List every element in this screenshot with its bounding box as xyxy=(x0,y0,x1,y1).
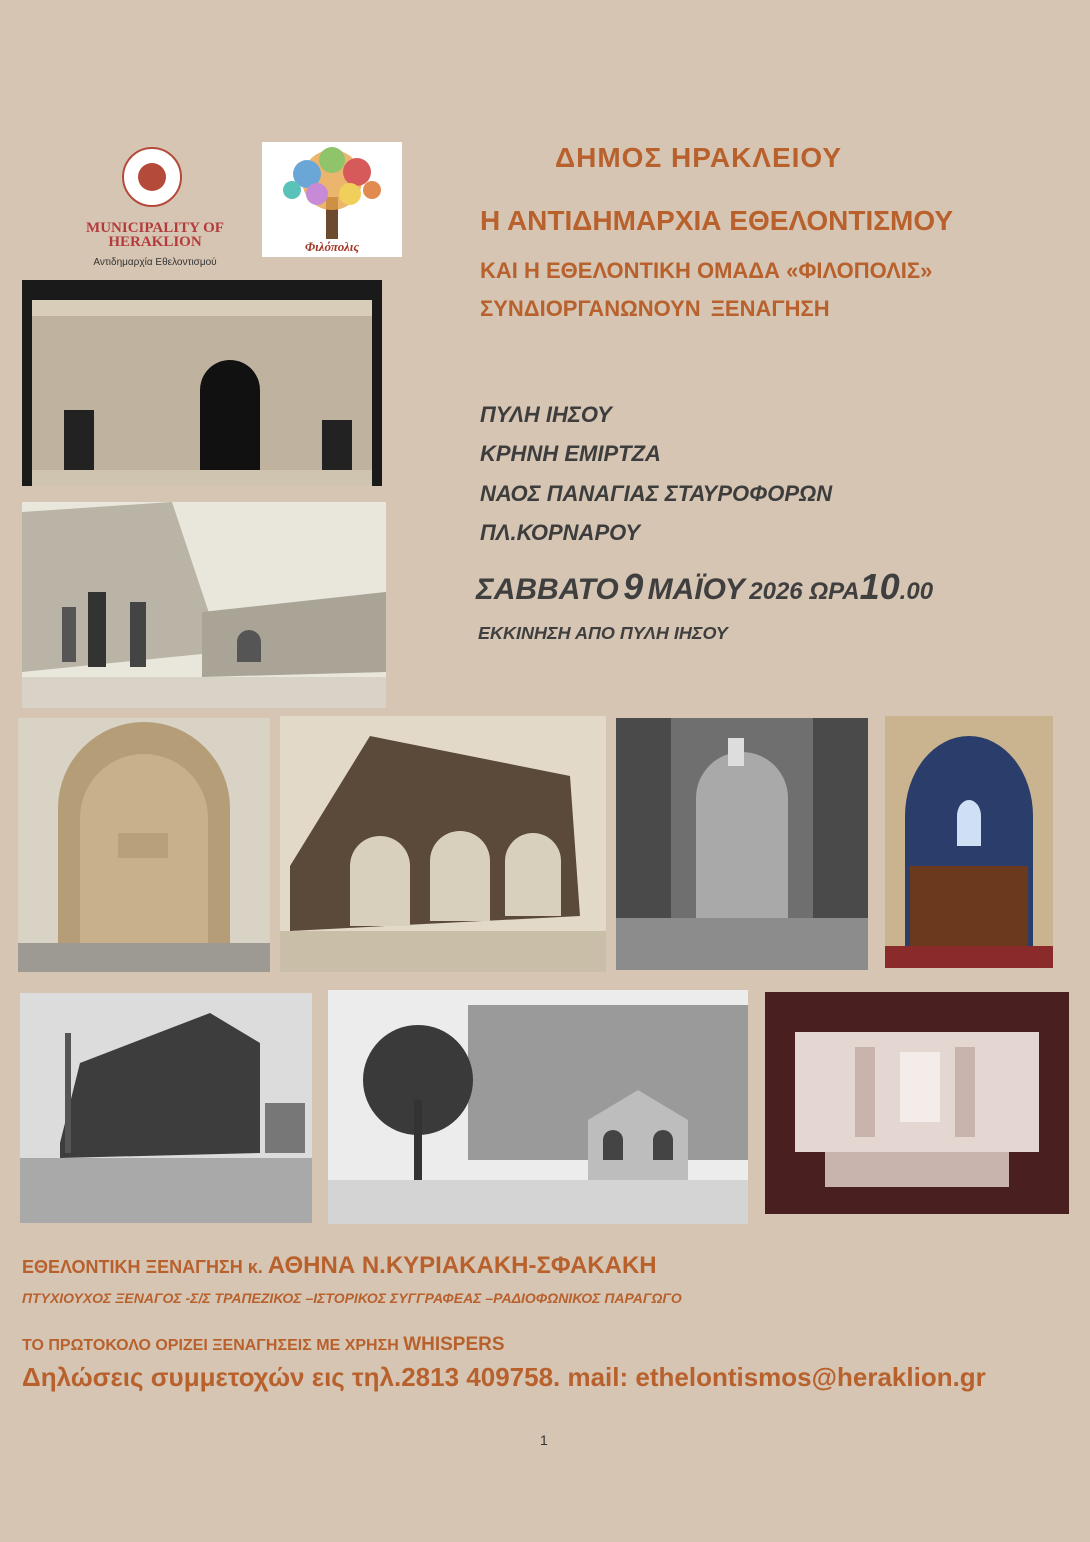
date-day: ΣΑΒΒΑΤΟ xyxy=(476,573,619,606)
event-date xyxy=(476,566,933,608)
photo-church-ruins xyxy=(280,716,606,972)
photo-church-interior xyxy=(616,718,868,970)
photo-square-fountain xyxy=(328,990,748,1224)
guide-prefix: ΕΘΕΛΟΝΤΙΚΗ ΞΕΝΑΓΗΣΗ κ. xyxy=(22,1257,263,1277)
date-time-minutes: .00 xyxy=(899,578,934,605)
municipality-logo-line2: HERAKLION xyxy=(108,234,202,250)
photo-fountain-arch xyxy=(18,718,270,972)
site-item-church: ΝΑΟΣ ΠΑΝΑΓΙΑΣ ΣΤΑΥΡΟΦΟΡΩΝ xyxy=(480,481,833,506)
municipality-seal-icon xyxy=(122,147,182,207)
photo-bastion-postcard xyxy=(22,502,386,708)
contact-line: Δηλώσεις συμμετοχών εις τηλ.2813 409758. mail: ethelontismos@heraklion.gr xyxy=(22,1362,986,1392)
site-item-gate: ΠΥΛΗ ΙΗΣΟΥ xyxy=(480,402,612,427)
page-number: 1 xyxy=(540,1432,548,1448)
photo-morosini-fountain xyxy=(765,992,1069,1214)
filopolis-logo-text: Φιλόπολις xyxy=(304,239,360,254)
protocol-whispers: WHISPERS xyxy=(403,1334,505,1355)
guide-line xyxy=(22,1252,657,1280)
photo-church-altar xyxy=(885,716,1053,968)
guide-name: ΑΘΗΝΑ Ν.ΚΥΡΙΑΚΑΚΗ-ΣΦΑΚΑΚΗ xyxy=(267,1252,657,1279)
protocol-line xyxy=(22,1334,505,1356)
site-item-fountain: ΚΡΗΝΗ ΕΜΙΡΤΖΑ xyxy=(480,441,661,466)
protocol-prefix: ΤΟ ΠΡΩΤΟΚΟΛΟ ΟΡΙΖΕΙ ΞΕΝΑΓΗΣΕΙΣ ΜΕ ΧΡΗΣΗ xyxy=(22,1337,399,1354)
start-point: ΕΚΚΙΝΗΣΗ ΑΠΟ ΠΥΛΗ ΙΗΣΟΥ xyxy=(478,623,728,643)
photo-gate-night xyxy=(22,280,382,486)
date-time: 10 xyxy=(859,566,900,607)
header-volunteer-group: ΚΑΙ Η ΕΘΕΛΟΝΤΙΚΗ ΟΜΑΔΑ «ΦΙΛΟΠΟΛΙΣ» xyxy=(480,258,933,283)
date-number: 9 xyxy=(623,566,644,607)
filopolis-logo xyxy=(262,142,402,257)
header-vice-mayoralty: Η ΑΝΤΙΔΗΜΑΡΧΙΑ ΕΘΕΛΟΝΤΙΣΜΟΥ xyxy=(480,205,954,236)
header-municipality: ΔΗΜΟΣ ΗΡΑΚΛΕΙΟΥ xyxy=(555,142,843,173)
municipality-logo xyxy=(60,145,250,275)
site-item-square: ΠΛ.ΚΟΡΝΑΡΟΥ xyxy=(480,520,641,545)
date-month: ΜΑΪΟΥ xyxy=(647,573,745,606)
guide-credentials: ΠΤΥΧΙΟΥΧΟΣ ΞΕΝΑΓΟΣ -Σ/Σ ΤΡΑΠΕΖΙΚΟΣ –ΙΣΤΟΡΙΚΟΣ ΣΥΓΓΡΑΦΕΑΣ –ΡΑΔΙΟΦΩΝΙΚΟΣ ΠΑΡΑΓΩΓΟ xyxy=(22,1290,682,1306)
date-year-time: 2026 ΩΡΑ xyxy=(749,578,860,605)
photo-church-historic xyxy=(20,993,312,1223)
municipality-logo-subtitle: Αντιδημαρχία Εθελοντισμού xyxy=(93,257,217,268)
municipality-logo-line1: MUNICIPALITY OF xyxy=(86,220,224,236)
header-co-organize: ΣΥΝΔΙΟΡΓΑΝΩΝΟΥΝ ΞΕΝΑΓΗΣΗ xyxy=(480,296,830,321)
